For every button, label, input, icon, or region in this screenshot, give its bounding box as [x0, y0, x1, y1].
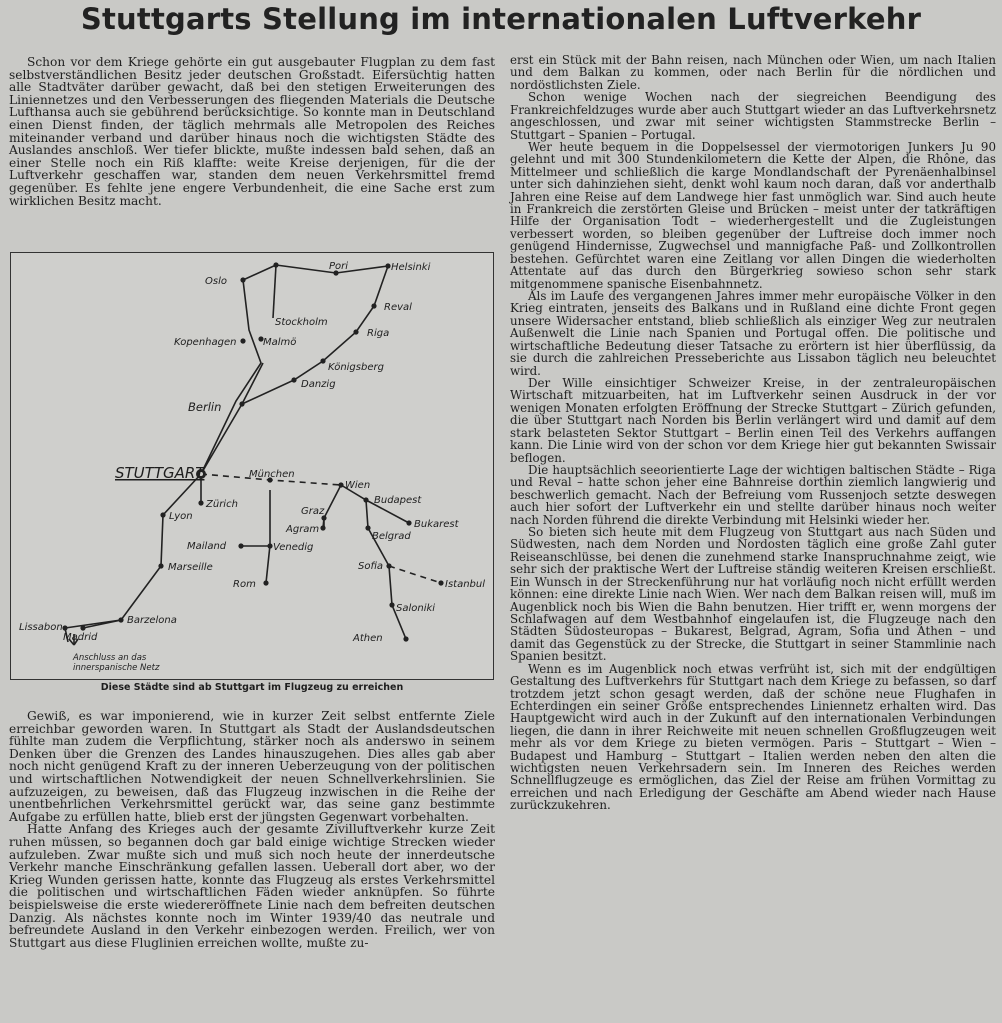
paragraph: Wer heute bequem in die Doppelsessel der viermotorigen Junkers Ju 90 gelehnt und mit 300 Stundenkilometern die Kette der Alpen, die Rhône, das Mittelmeer und schließlich die karge Mondlandschaft der Pyrenäenhalbinsel unter sich dahinziehen sieht, denkt wohl kaum noch daran, daß vor anderthalb Jahren eine Reise auf dem Landwege hier fast unmöglich war. Sind auch heute in Frankreich die zerstörten Gleise und Brücken – meist unter der tatkräftigen Hilfe der Organisation Todt – wiederhergestellt und die Zugleistungen verbessert worden, so bleiben gegenüber der Luftreise doch immer noch genügend Hindernisse, Zugwechsel und mannigfache Paß- und Zollkontrollen bestehen. Gefürchtet waren eine Zeitlang vor allen Dingen die wiederholten Attentate auf das durch den Bürgerkrieg sowieso schon sehr stark mitgenommene spanische Eisenbahnnetz. [510, 139, 996, 291]
city-label-sofia: Sofia [358, 561, 384, 572]
city-label-riga: Riga [367, 328, 390, 339]
city-label-wien: Wien [345, 480, 371, 491]
map-caption: Diese Städte sind ab Stuttgart im Flugzeug zu erreichen [100, 682, 404, 693]
city-label-pori: Pori [329, 261, 349, 272]
paragraph: So bieten sich heute mit dem Flugzeug von Stuttgart aus nach Süden und Südwesten, nach dem Norden und Nordosten täglich eine große Zahl guter Reiseanschlüsse, bei denen die zunehmend starke Inanspruchnahme zeigt, wie sehr sich der praktische Wert der Luftreise ständig weiteren Kreisen erschließt. Ein Wunsch in der Streckenführung nur hat vorläufig noch nicht erfüllt werden können: eine direkte Linie nach Wien. Wer nach dem Balkan reisen will, muß im Augenblick noch bis Wien die Bahn benutzen. Hier trifft er, wenn morgens der Schlafwagen auf dem Westbahnhof eingelaufen ist, die Flugzeuge nach den Städten Südosteuropas – Bukarest, Belgrad, Agram, Sofia und Athen – und damit das Gegenstück zu der Strecke, die Stuttgart in seiner Stammlinie nach Spanien besitzt. [510, 525, 996, 664]
city-label-venedig: Venedig [273, 542, 314, 553]
city-label-mailand: Mailand [187, 541, 227, 552]
article-column-left-top [9, 56, 495, 207]
city-label-lyon: Lyon [169, 511, 193, 522]
city-label-muenchen: München [249, 469, 295, 480]
city-label-athen: Athen [353, 633, 383, 644]
paragraph: Schon vor dem Kriege gehörte ein gut ausgebauter Flugplan zu dem fast selbstverständlichen Besitz jeder deutschen Großstadt. Eifersüchtig hatten alle Stadtväter darüber gewacht, daß bei den stetigen Erweiterungen des Liniennetzes und den Verbesserungen des fliegenden Materials die Deutsche Lufthansa auch sie gebührend berücksichtige. So konnte man in Deutschland einen Dienst finden, der täglich mehrmals alle Metropolen des Reiches miteinander verband und darüber hinaus noch die wichtigsten Städte des Auslandes anschloß. Wer tiefer blickte, mußte indessen bald sehen, daß an einer Stelle noch ein Riß klaffte: weite Kreise derjenigen, für die der Luftverkehr geschaffen war, standen dem neuen Verkehrsmittel fremd gegenüber. Es fehlte jene engere Verbundenheit, die eine Sache erst zum wirklichen Besitz macht. [9, 55, 495, 208]
city-label-rom: Rom [233, 579, 256, 590]
map-note-line1: Anschluss an das [73, 653, 147, 663]
city-label-lissabon: Lissabon [19, 622, 63, 633]
map-note-line2: innerspanische Netz [73, 663, 160, 673]
city-label-saloniki: Saloniki [396, 603, 436, 614]
paragraph: Schon wenige Wochen nach der siegreichen Beendigung des Frankreichfeldzuges wurde aber auch Stuttgart wieder an das Luftverkehrsnetz angeschlossen, und zwar mit seiner wichtigsten Stammstrecke Berlin – Stuttgart – Spanien – Portugal. [510, 90, 996, 142]
route-map [10, 252, 494, 680]
paragraph: Als im Laufe des vergangenen Jahres immer mehr europäische Völker in den Krieg eintraten, jenseits des Balkans und in Rußland eine dichte Front gegen unsere Widersacher entstand, blieb schließlich als einziger Weg zur neutralen Außenwelt die Linie nach Spanien und Portugal offen. Die politische und wirtschaftliche Bedeutung dieser Tatsache zu erörtern ist hier überflüssig, da sie durch die zahlreichen Presseberichte aus Lissabon täglich neu beleuchtet wird. [510, 289, 996, 378]
city-label-graz: Graz [301, 506, 325, 517]
city-label-agram: Agram [286, 524, 320, 535]
city-label-marseille: Marseille [168, 562, 213, 573]
city-label-reval: Reval [384, 302, 412, 313]
city-label-madrid: Madrid [63, 632, 98, 643]
paragraph: Hatte Anfang des Krieges auch der gesamte Zivilluftverkehr kurze Zeit ruhen müssen, so begannen doch gar bald einige wichtige Strecken wieder aufzuleben. Zwar mußte sich und muß sich noch heute der innerdeutsche Verkehr manche Einschränkung gefallen lassen. Ueberall dort aber, wo der Krieg Wunden gerissen hatte, konnte das Flugzeug als erstes Verkehrsmittel die politischen und wirtschaftlichen Fäden wieder anknüpfen. So führte beispielsweise die erste wiedereröffnete Linie nach dem befreiten deutschen Danzig. Als nächstes konnte noch im Winter 1939/40 das neutrale und befreundete Ausland in den Verkehr einbezogen werden. Freilich, wer von Stuttgart aus diese Fluglinien erreichen wollte, mußte zu- [9, 822, 495, 950]
paragraph: Wenn es im Augenblick noch etwas verfrüht ist, sich mit der endgültigen Gestaltung des Luftverkehrs für Stuttgart nach dem Kriege zu befassen, so darf trotzdem jetzt schon gesagt werden, daß der schöne neue Flughafen in Echterdingen ein seiner Größe entsprechendes Liniennetz erhalten wird. Das Hauptgewicht wird auch in der Zukunft auf den internationalen Verbindungen liegen, die dann in ihrer Reichweite mit neuen schnellen Großflugzeugen weit mehr als vor dem Kriege zu bieten vermögen. Paris – Stuttgart – Wien – Budapest und Hamburg – Stuttgart – Italien werden neben den alten die wichtigsten neuen Verkehrsadern sein. Im Inneren des Reiches werden Schnellflugzeuge es ermöglichen, das Ziel der Reise am frühen Vormittag zu erreichen und nach Erledigung der Geschäfte am Abend wieder nach Hause zurückzukehren. [510, 661, 996, 813]
article-column-left-bottom [9, 710, 495, 949]
city-label-danzig: Danzig [301, 379, 336, 390]
paragraph: Der Wille einsichtiger Schweizer Kreise, in der zentraleuropäischen Wirtschaft mitzuarbeiten, hat im Luftverkehr seinen Ausdruck in der vor wenigen Monaten erfolgten Eröffnung der Strecke Stuttgart – Zürich gefunden, die über Stuttgart nach Norden bis Berlin verlängert wird und damit auf dem stark belasteten Sektor Stuttgart – Berlin einen Teil des Verkehrs auffangen kann. Die Linie wird von der schon vor dem Kriege hier gut bekannten Swissair beflogen. [510, 375, 996, 465]
city-label-malmo: Malmö [263, 337, 297, 348]
city-label-kopenhagen: Kopenhagen [174, 337, 237, 348]
city-label-istanbul: Istanbul [445, 579, 486, 590]
city-label-stockholm: Stockholm [275, 317, 328, 328]
city-label-koenigsberg: Königsberg [328, 362, 384, 373]
city-label-stuttgart: STUTTGART [115, 464, 205, 482]
city-label-bukarest: Bukarest [414, 519, 459, 530]
article-column-right [510, 54, 996, 812]
paragraph: erst ein Stück mit der Bahn reisen, nach München oder Wien, um nach Italien und dem Balkan zu kommen, oder nach Berlin für die nördlichen und nordöstlichsten Ziele. [510, 53, 996, 92]
route-map-svg [11, 253, 493, 679]
page-title: Stuttgarts Stellung im internationalen Luftverkehr [80, 2, 922, 36]
paragraph: Die hauptsächlich seeorientierte Lage der wichtigen baltischen Städte – Riga und Reval – hatte schon jeher eine Bahnreise dorthin ziemlich langwierig und beschwerlich gemacht. Nach der Befreiung vom Russenjoch setzte deswegen auch hier sofort der Luftverkehr ein und stellte darüber hinaus noch weiter nach Norden führend die direkte Verbindung mit Helsinki wieder her. [510, 462, 996, 527]
city-label-belgrad: Belgrad [372, 531, 411, 542]
city-label-budapest: Budapest [374, 495, 422, 506]
paragraph: Gewiß, es war imponierend, wie in kurzer Zeit selbst entfernte Ziele erreichbar geworden waren. In Stuttgart als Stadt der Auslandsdeutschen fühlte man zudem die Verpflichtung, stärker noch als anderswo in seinem Denken über die Grenzen des Landes hinauszugehen. Dies alles gab aber noch nicht genügend Kraft zu der inneren Ueberzeugung von der politischen und wirtschaftlichen Notwendigkeit der neuen Schnellverkehrslinien. Sie aufzuzeigen, zu beweisen, daß das Flugzeug inzwischen in die Reihe der unentbehrlichen Verkehrsmittel gerückt war, das seine ganz bestimmte Aufgabe zu erfüllen hatte, blieb erst der jüngsten Gegenwart vorbehalten. [9, 709, 495, 824]
city-label-berlin: Berlin [188, 400, 222, 414]
city-label-oslo: Oslo [205, 276, 227, 287]
city-label-zuerich: Zürich [206, 499, 238, 510]
city-label-barzelona: Barzelona [127, 615, 177, 626]
city-label-helsinki: Helsinki [391, 262, 431, 273]
